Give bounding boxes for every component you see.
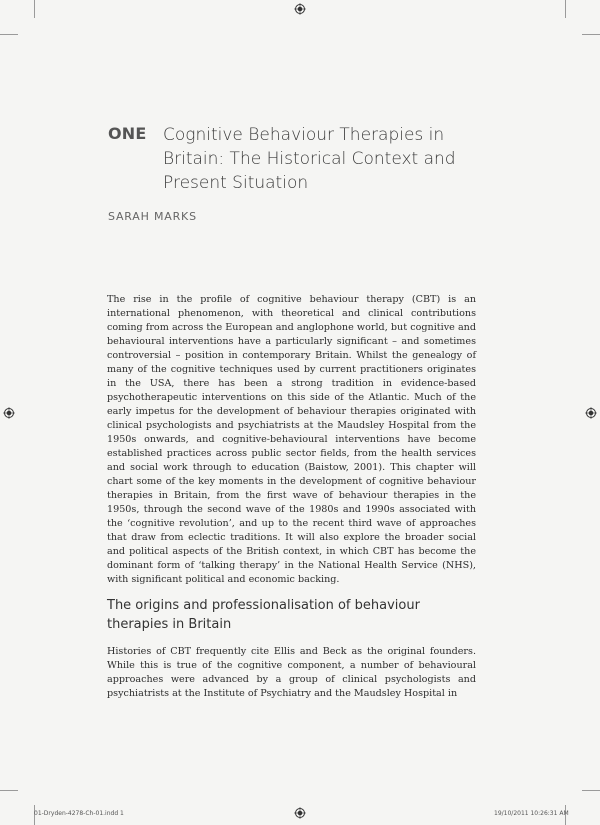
crop-mark-top-left (34, 0, 35, 18)
registration-mark-icon (294, 807, 306, 819)
intro-paragraph: The rise in the profile of cognitive behaviour therapy (CBT) is an international phenomenon, with theoretical and clinical contributions coming from across the European and anglophone world, but cognitive and behavioural interventions have a particularly significant – and sometimes controversial – position in contemporary Britain. Whilst the genealogy of many of the cognitive techniques used by current practitioners originates in the USA, there has been a strong tradition in evidence-based psychotherapeutic interventions on this side of the Atlantic. Much of the early impetus for the development of behaviour therapies originated with clinical psychologists and psychiatrists at the Maudsley Hospital from the 1950s onwards, and cognitive-behavioural interventions have become established practices across public sector fields, from the health services and social work through to education (Baistow, 2001). This chapter will chart some of the key moments in the development of cognitive behaviour therapies in Britain, from the first wave of behaviour therapies in the 1950s, through the second wave of the 1980s and 1990s associated with the ‘cognitive revolution’, and up to the recent third wave of approaches that draw from eclectic traditions. It will also explore the broader social and political aspects of the British context, in which CBT has become the dominant form of ‘talking therapy’ in the National Health Service (NHS), with significant political and economic backing. (107, 294, 476, 586)
footer-timestamp: 19/10/2011 10:26:31 AM (494, 810, 569, 817)
section-heading: The origins and professionalisation of behaviour therapies in Britain (107, 598, 420, 632)
footer-file-name: 01-Dryden-4278-Ch-01.indd 1 (34, 810, 124, 817)
registration-mark-icon (294, 3, 306, 15)
registration-mark-icon (3, 407, 15, 419)
crop-mark-bottom-right-horizontal (582, 790, 600, 791)
crop-mark-top-right (565, 0, 566, 18)
chapter-author: SARAH MARKS (108, 210, 197, 223)
crop-mark-top-right-horizontal (582, 34, 600, 35)
crop-mark-bottom-left-horizontal (0, 790, 18, 791)
section-paragraph: Histories of CBT frequently cite Ellis and Beck as the original founders. While this is true of the cognitive component, a number of behavioural approaches were advanced by a group of clinical psychologists and psychiatrists at the Institute of Psychiatry and the Maudsley Hospital in (107, 646, 476, 700)
registration-mark-icon (585, 407, 597, 419)
crop-mark-top-left-horizontal (0, 34, 18, 35)
chapter-number: ONE (108, 124, 147, 143)
chapter-title: Cognitive Behaviour Therapies in Britain: The Historical Context and Present Situation (163, 125, 456, 193)
